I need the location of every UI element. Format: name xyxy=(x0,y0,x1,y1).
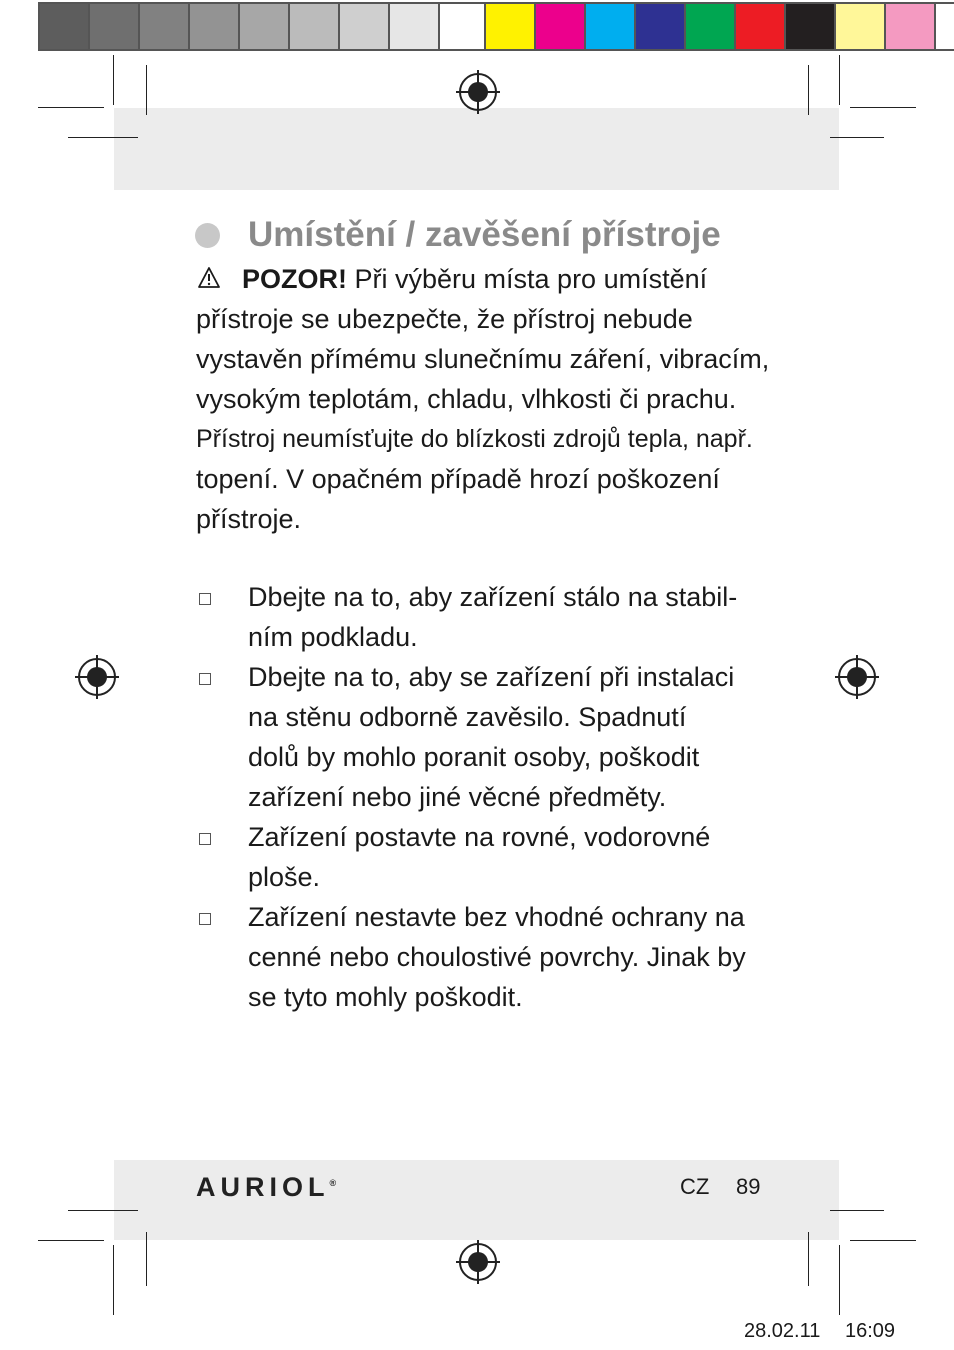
color-swatch xyxy=(536,4,586,49)
gray-swatch xyxy=(240,4,290,49)
list-item-line: Zařízení postavte na rovné, vodorovné xyxy=(248,822,711,852)
registration-mark-icon xyxy=(75,655,119,699)
print-date: 28.02.11 xyxy=(744,1320,821,1342)
gray-swatch xyxy=(90,4,140,49)
registered-mark: ® xyxy=(329,1178,337,1188)
list-item xyxy=(196,577,776,657)
color-swatch xyxy=(486,4,536,49)
crop-mark xyxy=(830,1210,884,1211)
color-swatch xyxy=(636,4,686,49)
gray-swatch xyxy=(290,4,340,49)
checkbox-bullet-icon xyxy=(199,593,211,605)
paragraph-text: Při výběru místa pro umístění xyxy=(347,264,708,294)
crop-mark xyxy=(808,65,809,115)
gray-swatch xyxy=(40,4,90,49)
list-item-line: se tyto mohly poškodit. xyxy=(248,982,523,1012)
warning-triangle-icon xyxy=(198,267,220,289)
color-swatch xyxy=(886,4,936,49)
crop-mark xyxy=(830,137,884,138)
brand-logo xyxy=(196,1172,336,1203)
list-item xyxy=(196,897,776,1017)
crop-mark xyxy=(146,65,147,115)
checkbox-bullet-icon xyxy=(199,913,211,925)
crop-mark xyxy=(38,1240,104,1241)
warning-label: POZOR! xyxy=(242,264,347,294)
color-swatch xyxy=(786,4,836,49)
list-item-line: dolů by mohlo poranit osoby, poškodit xyxy=(248,742,700,772)
gray-swatch xyxy=(190,4,240,49)
gray-swatch xyxy=(390,4,440,49)
crop-mark xyxy=(68,1210,138,1211)
list-item-line: ploše. xyxy=(248,862,321,892)
crop-mark xyxy=(808,1232,809,1286)
crop-mark xyxy=(146,1232,147,1286)
crop-mark xyxy=(839,55,840,105)
paragraph-line: topení. V opačném případě hrozí poškození xyxy=(196,464,720,494)
print-time: 16:09 xyxy=(845,1320,896,1342)
header-band xyxy=(114,108,839,190)
checkbox-bullet-icon xyxy=(199,673,211,685)
list-item-line: Zařízení nestavte bez vhodné ochrany na xyxy=(248,902,745,932)
color-swatch xyxy=(686,4,736,49)
gray-swatch xyxy=(340,4,390,49)
list-item-line: na stěnu odborně zavěsilo. Spadnutí xyxy=(248,702,687,732)
section-title: Umístění / zavěšení přístroje xyxy=(248,215,721,254)
list-item xyxy=(196,657,776,817)
gray-swatch xyxy=(140,4,190,49)
paragraph-line: vysokým teplotám, chladu, vlhkosti či prachu. xyxy=(196,384,737,414)
crop-mark xyxy=(113,55,114,105)
crop-mark xyxy=(850,107,916,108)
instruction-list xyxy=(196,577,776,1017)
logo-text: AURIOL xyxy=(196,1172,330,1202)
gray-color-bar xyxy=(38,2,492,51)
color-swatch xyxy=(736,4,786,49)
language-code: CZ xyxy=(680,1174,710,1199)
color-swatch xyxy=(836,4,886,49)
paragraph-line: přístroje se ubezpečte, že přístroj nebude xyxy=(196,304,693,334)
registration-mark-icon xyxy=(456,1240,500,1284)
paragraph-line xyxy=(196,259,766,299)
list-item xyxy=(196,817,776,897)
paragraph-line: vystavěn přímému slunečnímu záření, vibracím, xyxy=(196,344,770,374)
process-color-bar xyxy=(484,2,954,51)
crop-mark xyxy=(38,107,104,108)
registration-mark-icon xyxy=(456,70,500,114)
list-item-line: ním podkladu. xyxy=(248,622,418,652)
crop-mark xyxy=(68,137,138,138)
list-item-line: Dbejte na to, aby se zařízení při instalaci xyxy=(248,662,735,692)
heading-bullet xyxy=(195,223,220,248)
paragraph-line: přístroje. xyxy=(196,504,302,534)
list-item-line: Dbejte na to, aby zařízení stálo na stabil- xyxy=(248,582,738,612)
warning-paragraph xyxy=(196,259,770,539)
checkbox-bullet-icon xyxy=(199,833,211,845)
page-number: 89 xyxy=(736,1174,761,1199)
gray-swatch xyxy=(440,4,490,49)
registration-mark-icon xyxy=(835,655,879,699)
list-item-line: cenné nebo choulostivé povrchy. Jinak by xyxy=(248,942,746,972)
crop-mark xyxy=(113,1245,114,1315)
paragraph-line: Přístroj neumísťujte do blízkosti zdrojů tepla, např. xyxy=(196,425,753,453)
crop-mark xyxy=(850,1240,916,1241)
crop-mark xyxy=(839,1245,840,1315)
color-swatch xyxy=(586,4,636,49)
list-item-line: zařízení nebo jiné věcné předměty. xyxy=(248,782,667,812)
